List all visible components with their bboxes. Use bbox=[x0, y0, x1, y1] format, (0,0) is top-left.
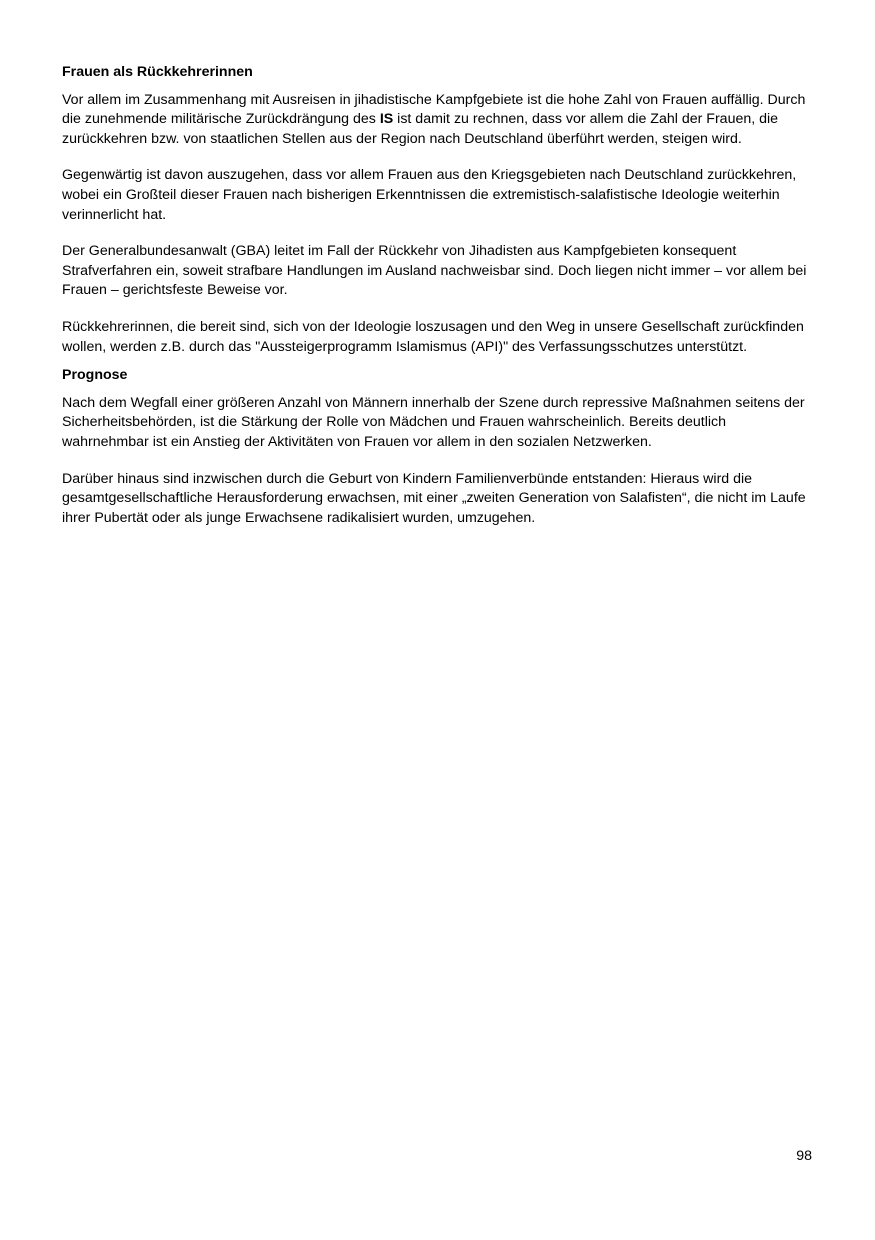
paragraph-rueckkehrerinnen-4: Rückkehrerinnen, die bereit sind, sich von der Ideologie loszusagen und den Weg in unsere Gesellschaft zurückfinden wollen, werden z.B. durch das "Aussteigerprogramm Islamismus (API)" des Verfassungsschutzes unterstützt. bbox=[62, 318, 804, 355]
paragraph-text: ist damit zu rechnen, dass vor allem die Zahl der Frauen, die zurückkehren bzw. von staatlichen Stellen aus der Region nach Deutschland überführt werden, steigen wird. bbox=[62, 111, 779, 147]
section-heading-prognose: Prognose bbox=[62, 367, 128, 384]
page-content bbox=[62, 63, 814, 545]
section-heading-rueckkehrerinnen: Frauen als Rückkehrerinnen bbox=[62, 64, 253, 80]
paragraph-text: Vor allem im Zusammenhang mit Ausreisen in jihadistische Kampfgebiete ist die hohe Zahl von Frauen auffällig. Durch die zunehmende militärische Zurückdrängung des bbox=[62, 91, 806, 128]
paragraph-rueckkehrerinnen-3: Der Generalbundesanwalt (GBA) leitet im Fall der Rückkehr von Jihadisten aus Kampfgebieten konsequent Strafverfahren ein, soweit strafbare Handlungen im Ausland nachweisbar sind. Doch liegen nicht immer – vor allem bei Frauen – gerichtsfeste Beweise vor. bbox=[62, 243, 807, 299]
paragraph-prognose-2: Darüber hinaus sind inzwischen durch die Geburt von Kindern Familienverbünde entstanden: Hieraus wird die gesamtgesellschaftliche Herausforderung erwachsen, mit einer „zweiten Generation von Salafisten“, die nicht im Laufe ihrer Pubertät oder als junge Erwachsene radikalisiert wurden, umzugehen. bbox=[62, 470, 806, 526]
paragraph-rueckkehrerinnen-2: Gegenwärtig ist davon auszugehen, dass vor allem Frauen aus den Kriegsgebieten nach Deutschland zurückkehren, wobei ein Großteil dieser Frauen nach bisherigen Erkenntnissen die extremistisch-salafistische Ideologie weiterhin verinnerlicht hat. bbox=[62, 167, 797, 223]
paragraph-prognose-1: Nach dem Wegfall einer größeren Anzahl von Männern innerhalb der Szene durch repressive Maßnahmen seitens der Sicherheitsbehörden, ist die Stärkung der Rolle von Mädchen und Frauen wahrscheinlich. Bereits deutlich wahrnehmbar ist ein Anstieg der Aktivitäten von Frauen vor allem in den sozialen Netzwerken. bbox=[62, 394, 805, 450]
page-number: 98 bbox=[796, 1148, 812, 1164]
paragraph-rueckkehrerinnen-1 bbox=[62, 91, 814, 150]
bold-term-is: IS bbox=[379, 111, 394, 128]
